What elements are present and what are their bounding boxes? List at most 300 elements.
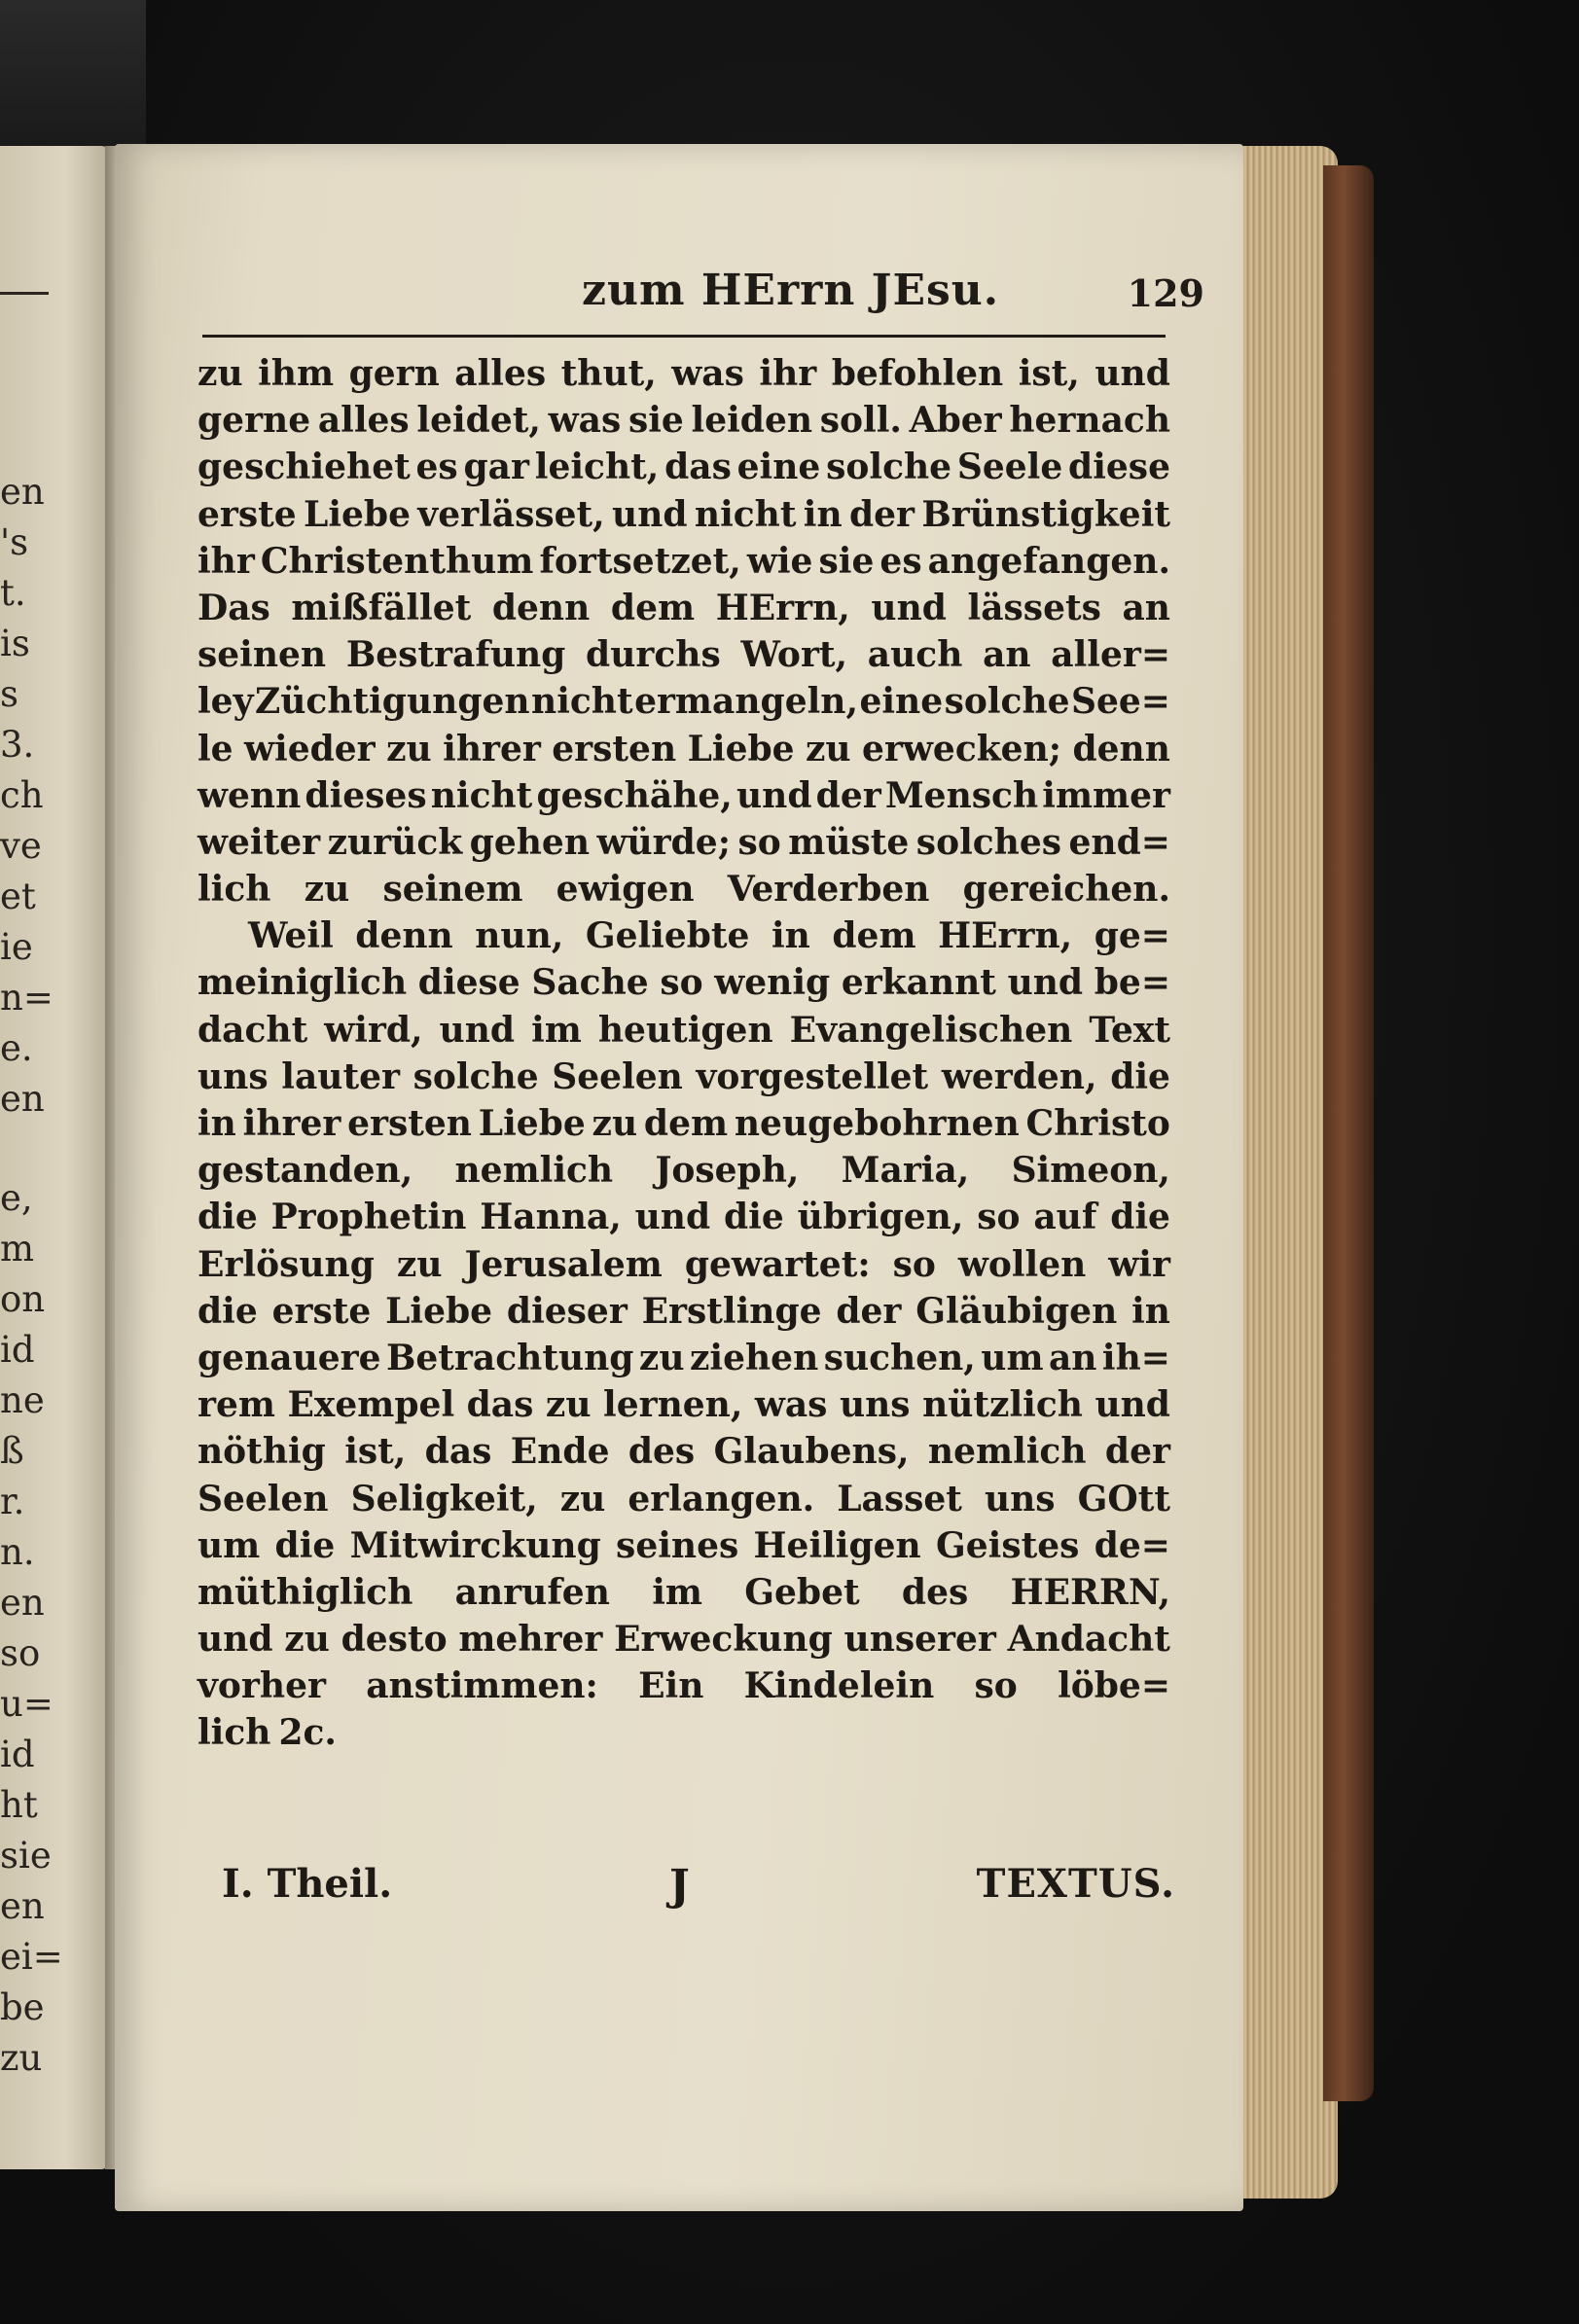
word: heutigen — [597, 1009, 773, 1051]
word: Liebe — [687, 728, 795, 769]
word: gereichen. — [962, 869, 1170, 911]
word: See= — [1070, 681, 1170, 723]
word: Züchtigungen — [254, 681, 530, 723]
word: Maria, — [841, 1150, 970, 1192]
left-page-fragment: ht — [0, 1784, 38, 1826]
word: ih= — [1101, 1337, 1170, 1378]
text-line — [197, 1616, 1170, 1663]
left-page-fragment: e, — [0, 1177, 33, 1219]
word: zu — [386, 728, 432, 769]
word: und — [1007, 962, 1084, 1004]
word: ley — [197, 681, 254, 723]
word: ge= — [1094, 915, 1170, 957]
header-rule — [202, 335, 1166, 338]
word: Geliebte — [585, 915, 750, 957]
word: Lasset — [837, 1478, 962, 1520]
word: suchen, — [823, 1337, 976, 1378]
word: wieder — [244, 728, 376, 769]
word: würde; — [596, 821, 731, 863]
word: im — [652, 1571, 702, 1613]
left-page-fragment: is — [0, 623, 30, 664]
word: die — [724, 1197, 784, 1238]
text-line — [197, 1147, 1170, 1194]
word: Exempel — [287, 1384, 455, 1426]
word: Erstlinge — [641, 1290, 822, 1332]
left-page-fragment: sie — [0, 1835, 52, 1877]
left-page-fragment: 's — [0, 521, 29, 563]
left-page-fragment: n. — [0, 1531, 35, 1573]
text-line — [197, 1663, 1170, 1709]
text-line — [197, 1241, 1170, 1288]
text-line — [197, 444, 1170, 490]
word: der — [836, 1290, 902, 1332]
text-line — [197, 912, 1170, 959]
word: weiter — [197, 821, 321, 863]
text-line — [197, 678, 1170, 725]
word: diese — [1068, 447, 1170, 488]
body-text — [197, 350, 1170, 1757]
word: leicht, — [534, 447, 660, 488]
word: Kindelein — [743, 1665, 935, 1707]
catchword: TEXTUS. — [976, 1861, 1175, 1907]
word: solche — [826, 447, 952, 488]
word: nicht — [531, 681, 633, 723]
word: das — [424, 1431, 492, 1473]
word: anrufen — [454, 1571, 610, 1613]
word: Hanna, — [480, 1197, 622, 1238]
word: gehen — [469, 821, 590, 863]
word: nemlich — [927, 1431, 1087, 1473]
word: das — [664, 447, 732, 488]
word: uns — [839, 1384, 911, 1426]
word: Verderben — [727, 869, 930, 911]
word: Ein — [638, 1665, 704, 1707]
word: gern — [348, 353, 440, 394]
word: de= — [1094, 1524, 1170, 1566]
left-page-fragment: 3. — [0, 724, 35, 766]
left-page-fragment: s — [0, 673, 18, 715]
word: so — [974, 1665, 1018, 1707]
left-page-fragment: et — [0, 876, 36, 917]
text-line — [197, 772, 1170, 819]
word: wir — [1108, 1243, 1170, 1285]
word: gewartet: — [684, 1243, 871, 1285]
text-line — [197, 1381, 1170, 1428]
word: immer — [1042, 774, 1170, 816]
text-line — [197, 1569, 1170, 1616]
word: dieser — [506, 1290, 628, 1332]
word: Seelen — [552, 1055, 683, 1097]
page-number: 129 — [1127, 271, 1204, 315]
word: in — [197, 1103, 236, 1144]
word: nemlich — [454, 1150, 614, 1192]
word: der — [815, 774, 881, 816]
word: an — [1122, 587, 1170, 628]
word: nicht — [694, 493, 797, 535]
word: Mitwirckung — [349, 1524, 601, 1566]
word: ihr — [759, 353, 817, 394]
left-page-fragment: en — [0, 471, 45, 513]
word: Joseph, — [655, 1150, 800, 1192]
text-line — [197, 1100, 1170, 1147]
left-page-fragment: so — [0, 1632, 41, 1674]
word: und — [1095, 1384, 1170, 1426]
word: Weil — [248, 915, 334, 957]
word: um — [197, 1524, 261, 1566]
word: ist, — [1018, 353, 1080, 394]
word: nicht — [430, 774, 533, 816]
word: und — [634, 1197, 711, 1238]
word: HErrn, — [938, 915, 1073, 957]
word: in — [771, 915, 810, 957]
word: anstimmen: — [366, 1665, 598, 1707]
left-page-fragment: e. — [0, 1027, 33, 1069]
word: solche — [413, 1055, 539, 1097]
left-page-fragment: u= — [0, 1683, 54, 1725]
word: dacht — [197, 1009, 308, 1051]
word: Heiligen — [753, 1524, 921, 1566]
right-page — [115, 144, 1243, 2211]
word: Evangelischen — [789, 1009, 1073, 1051]
page-edges — [1231, 146, 1338, 2199]
page-header — [465, 266, 1204, 324]
text-line — [197, 491, 1170, 538]
word: Liebe — [304, 493, 411, 535]
text-line — [197, 1428, 1170, 1475]
word: unserer — [843, 1619, 996, 1661]
left-page-fragment: ie — [0, 926, 33, 968]
word: soll. — [819, 400, 902, 442]
text-line — [197, 350, 1170, 397]
word: lernen, — [603, 1384, 743, 1426]
page-footer — [222, 1861, 1175, 1919]
word: alles — [454, 353, 547, 394]
word: gestanden, — [197, 1150, 413, 1192]
book-cover-right — [1323, 165, 1374, 2101]
word: GOtt — [1077, 1478, 1170, 1520]
word: seinen — [197, 634, 327, 676]
word: Erweckung — [614, 1619, 833, 1661]
word: desto — [341, 1619, 448, 1661]
text-line — [197, 959, 1170, 1006]
word: wie — [746, 540, 813, 582]
gathering-mark: J — [669, 1861, 690, 1911]
word: des — [628, 1431, 696, 1473]
word: dieses — [305, 774, 427, 816]
text-line — [197, 1054, 1170, 1100]
word: solches — [915, 821, 1062, 863]
word: ihrer — [242, 1103, 341, 1144]
word: lässets — [967, 587, 1101, 628]
left-page-fragment: n= — [0, 977, 54, 1019]
word: seinem — [382, 869, 523, 911]
word: und — [439, 1009, 516, 1051]
word: Brünstigkeit — [921, 493, 1170, 535]
word: Glaubens, — [713, 1431, 910, 1473]
word: ersten — [347, 1103, 472, 1144]
word: vorgestellet — [696, 1055, 929, 1097]
word: so — [660, 962, 703, 1004]
word: Ende — [510, 1431, 610, 1473]
word: HErrn, — [715, 587, 850, 628]
word: ziehen — [689, 1337, 819, 1378]
word: erlangen. — [628, 1478, 815, 1520]
book-cover-top — [0, 0, 146, 152]
word: Simeon, — [1011, 1150, 1170, 1192]
word: vorher — [197, 1665, 326, 1707]
running-title: zum HErrn JEsu. — [582, 266, 1000, 315]
text-line — [197, 585, 1170, 631]
word: was — [548, 400, 622, 442]
word: Jerusalem — [464, 1243, 663, 1285]
word: die — [197, 1197, 258, 1238]
word: mehrer — [458, 1619, 603, 1661]
word: Bestrafung — [345, 634, 566, 676]
word: alles — [317, 400, 410, 442]
word: hernach — [1009, 400, 1170, 442]
text-line — [197, 1288, 1170, 1335]
word: auch — [867, 634, 963, 676]
word: mißfället — [291, 587, 472, 628]
left-page-fragments — [0, 467, 63, 2084]
left-page-fragment: on — [0, 1278, 46, 1320]
word: müthiglich — [197, 1571, 413, 1613]
word: uns — [984, 1478, 1056, 1520]
word: die — [274, 1524, 336, 1566]
word: durchs — [586, 634, 721, 676]
word: es — [415, 447, 458, 488]
word: Christo — [1025, 1103, 1170, 1144]
word: Erlösung — [197, 1243, 375, 1285]
word: Das — [197, 587, 270, 628]
word: was — [671, 353, 744, 394]
word: aller= — [1051, 634, 1170, 676]
word: die — [1110, 1197, 1170, 1238]
word: neugebohrnen — [734, 1103, 1020, 1144]
word: so — [892, 1243, 936, 1285]
word: übrigen, — [797, 1197, 964, 1238]
word: zu — [396, 1243, 443, 1285]
word: eine — [736, 447, 821, 488]
word: zu — [805, 728, 851, 769]
word: an — [983, 634, 1031, 676]
word: angefangen. — [927, 540, 1170, 582]
word: lich — [197, 869, 271, 911]
word: sie — [628, 400, 684, 442]
word: Betrachtung — [385, 1337, 634, 1378]
word: solche — [944, 681, 1070, 723]
word: eine — [859, 681, 944, 723]
word: Andacht — [1007, 1619, 1170, 1661]
word: zu — [284, 1619, 330, 1661]
word: Liebe — [478, 1103, 586, 1144]
word: des — [901, 1571, 969, 1613]
left-page-fragment: zu — [0, 2037, 43, 2079]
text-line — [197, 1522, 1170, 1569]
word: zu — [592, 1103, 638, 1144]
text-line — [197, 819, 1170, 866]
word: genauere — [197, 1337, 381, 1378]
left-page — [0, 146, 109, 2169]
word: geschiehet — [197, 447, 411, 488]
word: der — [848, 493, 915, 535]
text-line — [197, 1709, 1170, 1756]
word: nöthig — [197, 1431, 326, 1473]
word: an — [1048, 1337, 1097, 1378]
word: das — [466, 1384, 534, 1426]
word: der — [1104, 1431, 1170, 1473]
left-page-fragment: ve — [0, 825, 42, 867]
word: 2c. — [278, 1712, 337, 1754]
word: erste — [271, 1290, 372, 1332]
text-line — [197, 1335, 1170, 1381]
word: zu — [638, 1337, 685, 1378]
signature-mark: I. Theil. — [222, 1861, 393, 1907]
left-page-rule — [0, 292, 49, 295]
word: geschähe, — [536, 774, 733, 816]
left-page-fragment: id — [0, 1734, 35, 1775]
word: Prophetin — [270, 1197, 467, 1238]
word: ihm — [258, 353, 335, 394]
word: auf — [1033, 1197, 1097, 1238]
word: die — [1110, 1055, 1170, 1097]
word: befohlen — [831, 353, 1004, 394]
left-page-fragment: en — [0, 1078, 45, 1120]
left-page-fragment: en — [0, 1582, 45, 1624]
word: Seelen — [197, 1478, 329, 1520]
word: lauter — [281, 1055, 400, 1097]
word: in — [1131, 1290, 1170, 1332]
word: was — [754, 1384, 828, 1426]
word: müste — [788, 821, 910, 863]
word: be= — [1094, 962, 1170, 1004]
word: so — [737, 821, 781, 863]
word: rem — [197, 1384, 275, 1426]
word: die — [197, 1290, 258, 1332]
left-page-fragment: ß — [0, 1430, 24, 1472]
word: denn — [355, 915, 453, 957]
word: zu — [304, 869, 350, 911]
word: wird, — [324, 1009, 423, 1051]
text-line — [197, 631, 1170, 678]
word: gar — [463, 447, 529, 488]
text-line — [197, 726, 1170, 772]
word: dem — [832, 915, 916, 957]
word: so — [977, 1197, 1021, 1238]
word: Aber — [909, 400, 1002, 442]
word: nützlich — [922, 1384, 1083, 1426]
word: diese — [417, 962, 520, 1004]
word: werden, — [941, 1055, 1097, 1097]
text-line — [197, 1007, 1170, 1054]
left-page-fragment: r. — [0, 1481, 25, 1522]
word: im — [531, 1009, 582, 1051]
word: es — [879, 540, 922, 582]
word: Wort, — [740, 634, 848, 676]
word: uns — [197, 1055, 269, 1097]
word: ist, — [344, 1431, 407, 1473]
word: und — [871, 587, 947, 628]
text-line — [197, 1194, 1170, 1240]
word: end= — [1068, 821, 1170, 863]
word: ihrer — [443, 728, 541, 769]
word: um — [981, 1337, 1044, 1378]
word: Seligkeit, — [350, 1478, 538, 1520]
text-line — [197, 397, 1170, 444]
word: dem — [610, 587, 696, 628]
word: leiden — [691, 400, 813, 442]
word: zu — [197, 353, 243, 394]
word: in — [803, 493, 843, 535]
word: HERRN, — [1010, 1571, 1170, 1613]
word: Liebe — [385, 1290, 493, 1332]
word: wenn — [197, 774, 302, 816]
left-page-fragment — [0, 1125, 63, 1173]
word: erwecken; — [862, 728, 1062, 769]
word: wollen — [957, 1243, 1087, 1285]
word: denn — [1072, 728, 1170, 769]
word: ersten — [552, 728, 677, 769]
word: erste — [197, 493, 297, 535]
word: meiniglich — [197, 962, 408, 1004]
left-page-fragment: en — [0, 1885, 45, 1927]
word: Seele — [956, 447, 1063, 488]
word: lich — [197, 1712, 271, 1754]
word: sie — [818, 540, 875, 582]
word: löbe= — [1058, 1665, 1170, 1707]
word: Christenthum — [260, 540, 534, 582]
left-page-fragment: be — [0, 1986, 45, 2028]
left-page-fragment: t. — [0, 572, 26, 614]
left-page-fragment: id — [0, 1329, 35, 1371]
word: zu — [559, 1478, 606, 1520]
word: Gebet — [744, 1571, 860, 1613]
text-line — [197, 1476, 1170, 1522]
word: verlässet, — [417, 493, 605, 535]
word: gerne — [197, 400, 311, 442]
word: leidet, — [416, 400, 541, 442]
word: Geistes — [936, 1524, 1080, 1566]
word: wenig — [714, 962, 831, 1004]
word: und — [736, 774, 812, 816]
left-page-fragment: m — [0, 1228, 35, 1269]
word: seines — [616, 1524, 739, 1566]
word: zu — [545, 1384, 592, 1426]
word: und — [612, 493, 688, 535]
word: und — [197, 1619, 273, 1661]
word: ewigen — [556, 869, 695, 911]
word: nun, — [475, 915, 564, 957]
word: Mensch — [884, 774, 1039, 816]
text-line — [197, 538, 1170, 585]
word: ihr — [197, 540, 255, 582]
left-page-fragment: ne — [0, 1379, 45, 1421]
word: Gläubigen — [915, 1290, 1118, 1332]
word: thut, — [560, 353, 657, 394]
left-page-fragment: ei= — [0, 1936, 63, 1978]
word: Text — [1089, 1009, 1170, 1051]
word: und — [1095, 353, 1170, 394]
word: denn — [491, 587, 591, 628]
word: fortsetzet, — [539, 540, 741, 582]
word: ermangeln, — [634, 681, 858, 723]
word: zurück — [327, 821, 463, 863]
word: le — [197, 728, 233, 769]
left-page-fragment: ch — [0, 774, 44, 816]
text-line — [197, 866, 1170, 912]
word: erkannt — [841, 962, 996, 1004]
word: Sache — [531, 962, 649, 1004]
